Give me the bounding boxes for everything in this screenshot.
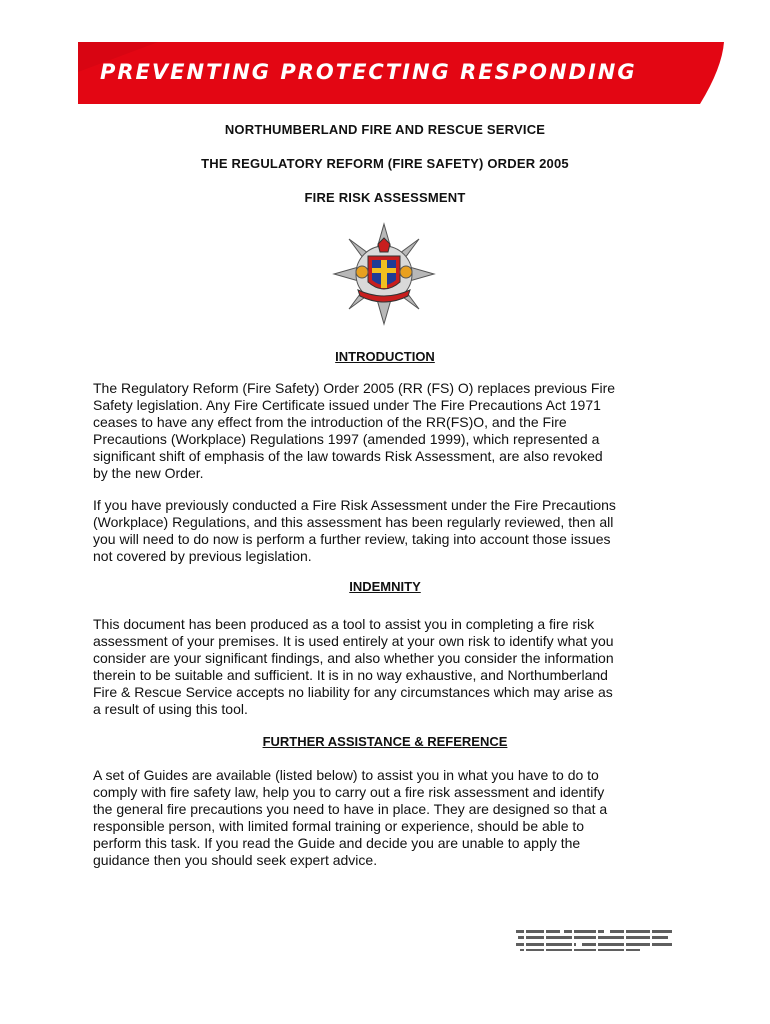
paragraph-line: a result of using this tool.	[93, 701, 248, 717]
paragraph-line: If you have previously conducted a Fire Risk Assessment under the Fire Precautions	[93, 497, 616, 513]
paragraph-line: consider are your significant findings, and also whether you consider the information	[93, 650, 614, 666]
banner-slogan: PREVENTING PROTECTING RESPONDING	[100, 60, 637, 84]
paragraph-line: perform this task. If you read the Guide and decide you are unable to apply the	[93, 835, 581, 851]
paragraph-line: (Workplace) Regulations, and this assessment has been regularly reviewed, then all	[93, 514, 614, 530]
paragraph-line: the general fire precautions you need to have in place. They are designed so that a	[93, 801, 608, 817]
paragraph-line: A set of Guides are available (listed below) to assist you in what you have to do to	[93, 767, 599, 783]
paragraph-line: guidance then you should seek expert advice.	[93, 852, 378, 868]
paragraph-line: The Regulatory Reform (Fire Safety) Order 2005 (RR (FS) O) replaces previous Fire	[93, 380, 616, 396]
paragraph-line: comply with fire safety law, help you to carry out a fire risk assessment and identify	[93, 784, 605, 800]
paragraph-line: not covered by previous legislation.	[93, 548, 312, 564]
further-assistance-paragraph	[93, 767, 681, 869]
paragraph-line: ceases to have any effect from the introduction of the RR(FS)O, and the Fire	[93, 414, 567, 430]
paragraph-line: Precautions (Workplace) Regulations 1997 (amended 1999), which represented a	[93, 431, 600, 447]
paragraph-line: significant shift of emphasis of the law towards Risk Assessment, are also revoked	[93, 448, 603, 464]
introduction-paragraph-1	[93, 380, 681, 482]
further-assistance-title: FURTHER ASSISTANCE & REFERENCE	[262, 734, 508, 749]
paragraph-line: responsible person, with limited formal training or experience, should be able to	[93, 818, 585, 834]
paragraph-line: Safety legislation. Any Fire Certificate issued under The Fire Precautions Act 1971	[93, 397, 601, 413]
indemnity-paragraph	[93, 616, 681, 718]
introduction-title: INTRODUCTION	[335, 349, 435, 364]
document-title: FIRE RISK ASSESSMENT	[304, 190, 466, 205]
blurred-signature-mark-icon	[514, 926, 678, 954]
paragraph-line: by the new Order.	[93, 465, 204, 481]
paragraph-line: assessment of your premises. It is used entirely at your own risk to identify what you	[93, 633, 614, 649]
organisation-heading: NORTHUMBERLAND FIRE AND RESCUE SERVICE	[224, 122, 546, 137]
indemnity-title: INDEMNITY	[349, 579, 421, 594]
paragraph-line: therein to be suitable and sufficient. It is in no way exhaustive, and Northumberland	[93, 667, 608, 683]
order-heading: THE REGULATORY REFORM (FIRE SAFETY) ORDER 2005	[201, 156, 569, 171]
paragraph-line: Fire & Rescue Service accepts no liability for any circumstances which may arise as	[93, 684, 613, 700]
slogan-banner	[78, 42, 724, 104]
fire-service-crest-icon	[332, 222, 436, 326]
paragraph-line: This document has been produced as a tool to assist you in completing a fire risk	[93, 616, 595, 632]
paragraph-line: you will need to do now is perform a further review, taking into account those issues	[93, 531, 611, 547]
introduction-paragraph-2	[93, 497, 681, 565]
